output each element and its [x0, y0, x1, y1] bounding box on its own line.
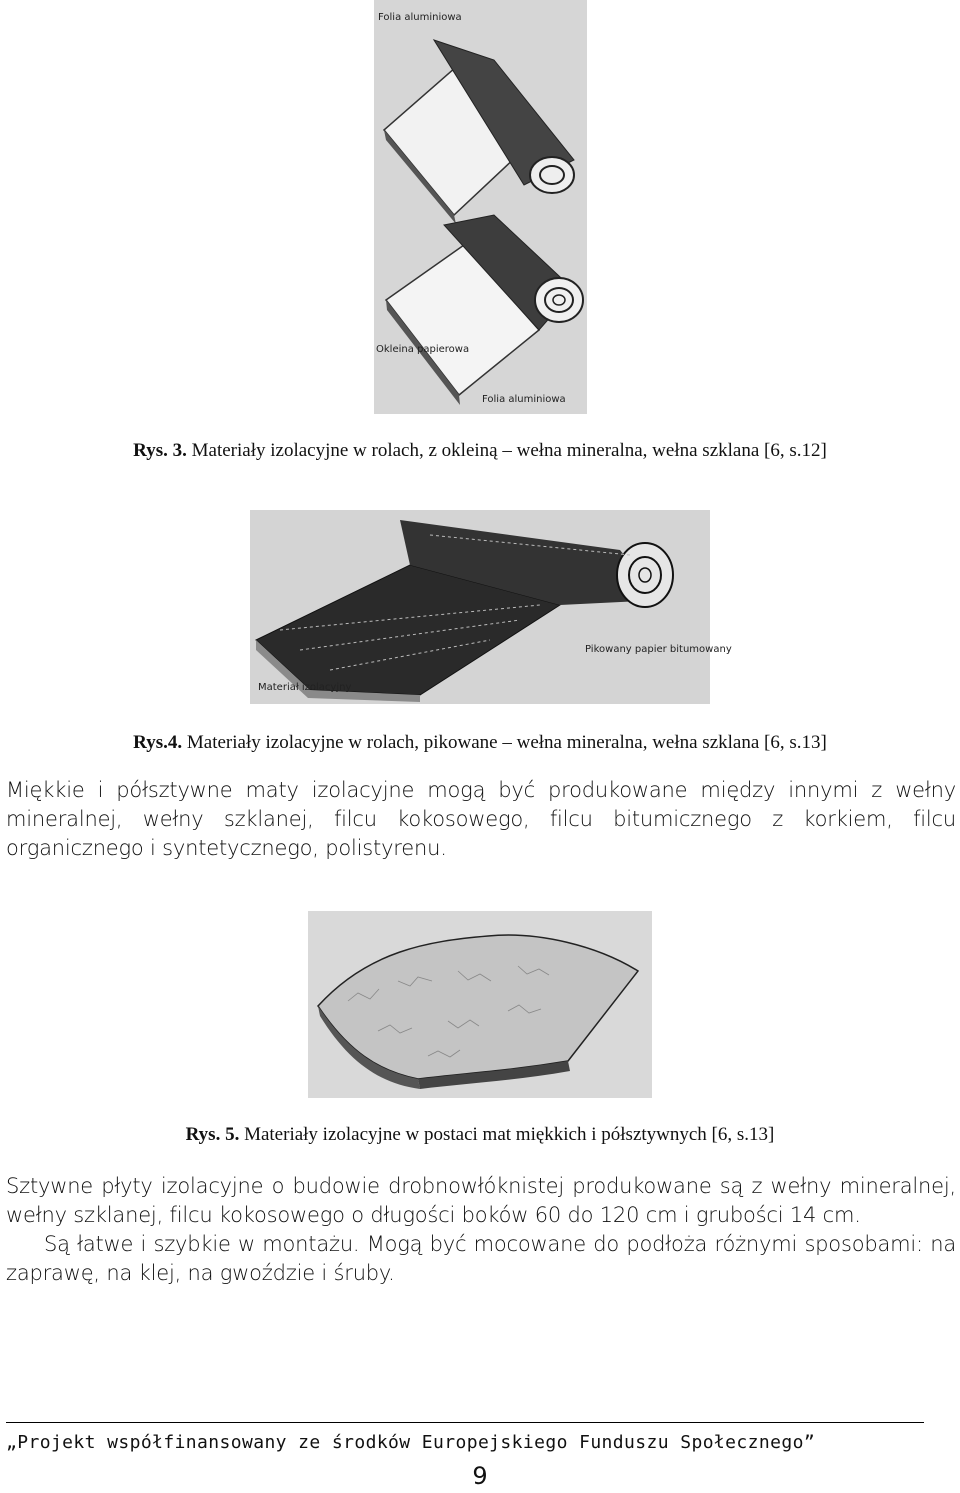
figure-4-caption-prefix: Rys.4. [133, 732, 183, 753]
soft-mat-illustration [308, 911, 652, 1098]
figure-3-caption [0, 440, 960, 462]
figure-5-image [308, 911, 652, 1098]
paragraph-soft-mats: Miękkie i półsztywne maty izolacyjne mogą być produkowane między innymi z wełny mineralnej, wełny szklanej, filcu kokosowego, filcu bitumicznego z korkiem, filcu organicznego i syntetycznego, polistyrenu. [6, 778, 956, 860]
label-quilted-paper: Pikowany papier bitumowany [585, 644, 732, 655]
page-number: 9 [472, 1462, 488, 1490]
footer-text: „Projekt współfinansowany ze środków Europejskiego Funduszu Społecznego” [6, 1432, 816, 1453]
figure-4-caption [0, 732, 960, 754]
figure-4-image [250, 510, 732, 704]
figure-4-caption-text: Materiały izolacyjne w rolach, pikowane – wełna mineralna, wełna szklana [6, s.13] [186, 732, 827, 753]
label-paper-facing: Okleina papierowa [376, 344, 470, 355]
figure-3-caption-prefix: Rys. 3. [133, 440, 187, 461]
quilted-insulation-roll-illustration [250, 510, 732, 704]
insulation-rolls-with-facing-illustration [374, 0, 587, 414]
footer-divider [6, 1422, 924, 1423]
figure-5-caption-prefix: Rys. 5. [185, 1124, 240, 1145]
label-top-foil: Folia aluminiowa [378, 12, 462, 23]
figure-5-caption-text: Materiały izolacyjne w postaci mat miękkich i półsztywnych [6, s.13] [244, 1124, 775, 1145]
paragraph-mounting: Są łatwe i szybkie w montażu. Mogą być mocowane do podłoża różnymi sposobami: na zaprawę, na klej, na gwoździe i śruby. [6, 1232, 956, 1285]
label-bottom-foil: Folia aluminiowa [482, 394, 566, 405]
figure-3-image [374, 0, 587, 414]
figure-3-caption-text: Materiały izolacyjne w rolach, z okleiną – wełna mineralna, wełna szklana [6, s.12] [191, 440, 827, 461]
paragraph-rigid-boards: Sztywne płyty izolacyjne o budowie drobnowłóknistej produkowane są z wełny mineralnej, wełny szklanej, filcu kokosowego o długości boków 60 do 120 cm i grubości 14 cm. [6, 1174, 956, 1227]
label-insulating-material: Materiał izolacyjny [258, 682, 352, 693]
figure-5-caption [0, 1124, 960, 1146]
